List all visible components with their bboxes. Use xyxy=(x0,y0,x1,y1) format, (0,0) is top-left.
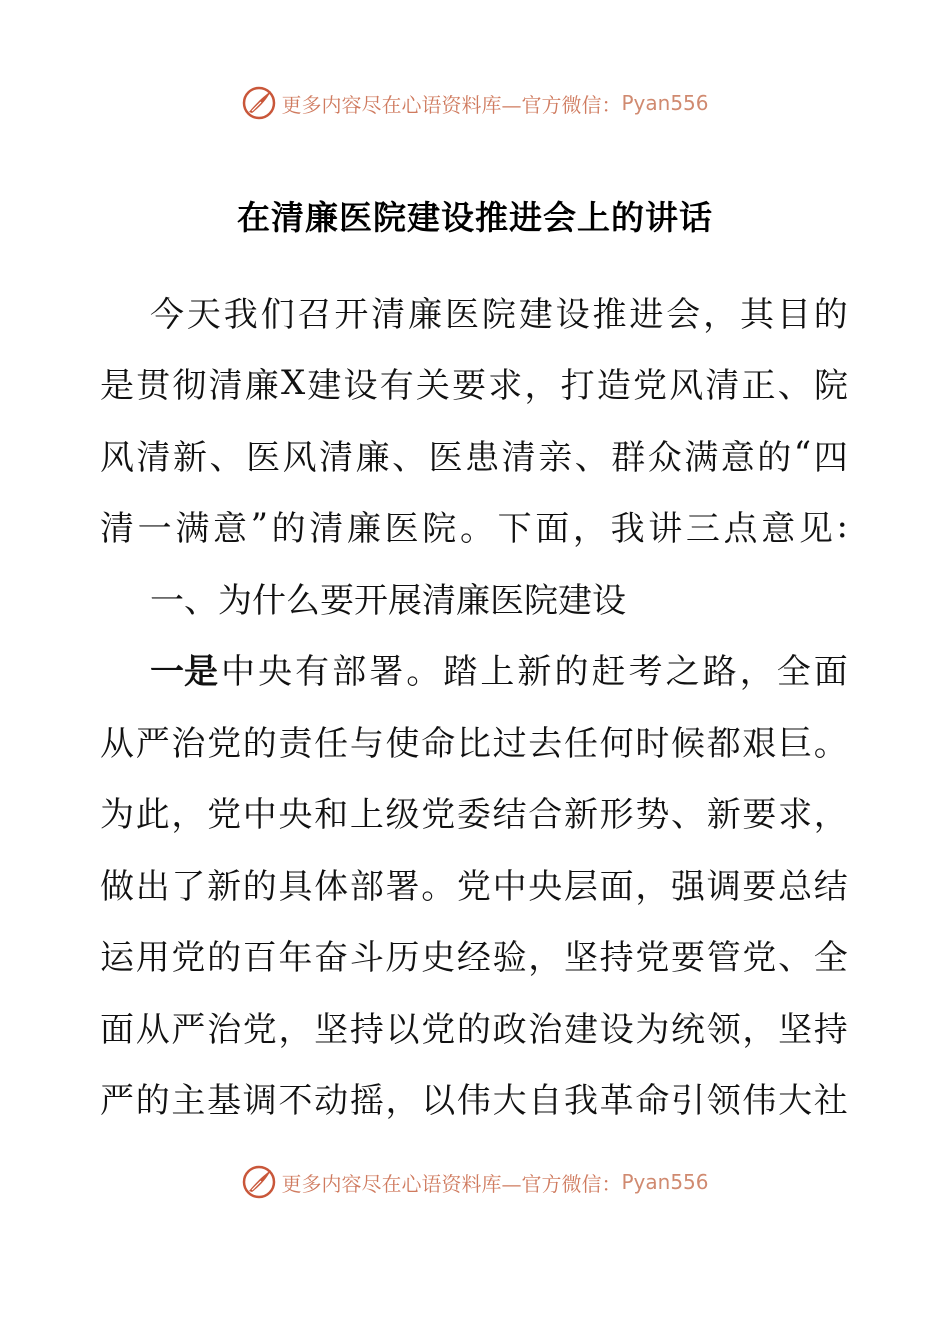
body-line: 是 贯 彻 清 廉 X 建 设 有 关 要 求 ， 打 造 党 风 清 正 、 院 xyxy=(100,362,848,406)
watermark-text: 更多内容尽在心语资料库—官方微信： xyxy=(281,92,622,117)
body-line: 为 此 ， 党 中 央 和 上 级 党 委 结 合 新 形 势 、 新 要 求 ， xyxy=(100,795,848,835)
document-title: 在清廉医院建设推进会上的讲话 xyxy=(237,198,713,237)
body-line: 清 一 满 意 ” 的 清 廉 医 院 。 下 面 ， 我 讲 三 点 意 见 : xyxy=(100,505,848,549)
bold-lead-phrase: 一是 xyxy=(150,652,218,692)
body-line: 一 、 为 什 么 要 开 展 清 廉 医 院 建 设 xyxy=(150,580,626,621)
watermark-wechat-id: Pyan556 xyxy=(621,1170,709,1194)
watermark-footer xyxy=(0,1162,950,1202)
body-line: 一是 中 央 有 部 署 。 踏 上 新 的 赶 考 之 路 ， 全 面 xyxy=(150,644,848,694)
quill-pen-logo-icon xyxy=(241,85,277,121)
body-line: 严 的 主 基 调 不 动 摇 ， 以 伟 大 自 我 革 命 引 领 伟 大 社 xyxy=(100,1081,848,1121)
quill-pen-logo-icon xyxy=(241,1164,277,1200)
watermark-wechat-id: Pyan556 xyxy=(621,91,709,115)
body-line: 做 出 了 新 的 具 体 部 署 。 党 中 央 层 面 ， 强 调 要 总 结 xyxy=(100,866,848,907)
watermark-text: 更多内容尽在心语资料库—官方微信： xyxy=(281,1171,622,1196)
watermark-header xyxy=(0,83,950,123)
body-line: 从 严 治 党 的 责 任 与 使 命 比 过 去 任 何 时 候 都 艰 巨 。 xyxy=(100,723,848,764)
body-line: 面 从 严 治 党 ， 坚 持 以 党 的 政 治 建 设 为 统 领 ， 坚 持 xyxy=(100,1009,848,1050)
body-line: 今 天 我 们 召 开 清 廉 医 院 建 设 推 进 会 ， 其 目 的 xyxy=(150,294,848,335)
body-line: 运 用 党 的 百 年 奋 斗 历 史 经 验 ， 坚 持 党 要 管 党 、 全 xyxy=(100,938,848,978)
body-line: 风 清 新 、 医 风 清 廉 、 医 患 清 亲 、 群 众 满 意 的 “ 四 xyxy=(100,434,848,478)
